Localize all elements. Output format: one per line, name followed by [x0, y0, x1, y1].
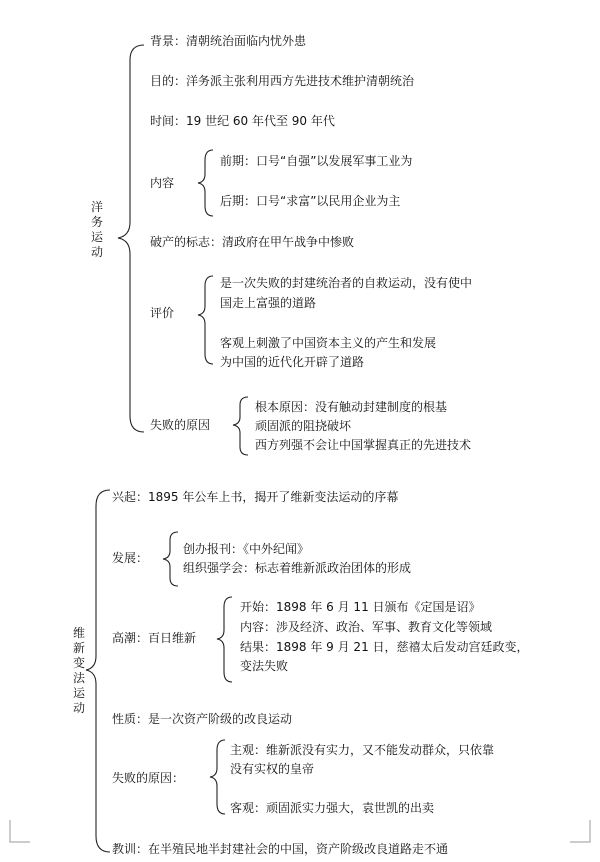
- eval-2a: 客观上刺激了中国资本主义的产生和发展: [220, 336, 437, 350]
- climax-result-b: 变法失败: [240, 659, 289, 673]
- fail1-item-1: 根本原因：没有触动封建制度的根基: [255, 400, 448, 414]
- weixin-rise: 兴起：1895 年公车上书，揭开了维新变法运动的序幕: [112, 490, 399, 504]
- climax-result-a: 结果：1898 年 9 月 21 日，慈禧太后发动宫廷政变，: [240, 640, 529, 654]
- yangwu-background: 背景：清朝统治面临内忧外患: [150, 34, 307, 48]
- weixin-nature: 性质：是一次资产阶级的改良运动: [112, 712, 293, 726]
- eval-label: 评价: [150, 306, 175, 320]
- climax-label: 高潮：百日维新: [112, 631, 197, 645]
- fail2-objective: 客观：顽固派实力强大，袁世凯的出卖: [230, 801, 435, 815]
- fail1-item-3: 西方列强不会让中国掌握真正的先进技术: [255, 438, 472, 452]
- dev-item-2: 组织强学会：标志着维新派政治团体的形成: [183, 561, 412, 575]
- content-late: 后期：口号“求富”以民用企业为主: [220, 194, 401, 208]
- yangwu-time: 时间：19 世纪 60 年代至 90 年代: [150, 114, 335, 128]
- bankruptcy-sign: 破产的标志：清政府在甲午战争中惨败: [150, 235, 355, 249]
- content-early: 前期：口号“自强”以发展军事工业为: [220, 154, 413, 168]
- corner-mark-left: [10, 820, 30, 842]
- fail1-label: 失败的原因: [150, 418, 211, 432]
- brace-eval: [198, 276, 213, 364]
- fail2-subjective-b: 没有实权的皇帝: [230, 762, 315, 776]
- fail1-item-2: 顽固派的阻挠破坏: [255, 419, 352, 433]
- dev-item-1: 创办报刊：《中外纪闻》: [183, 542, 310, 556]
- brace-climax: [217, 597, 232, 682]
- section2-title: 维新变法运动: [72, 626, 85, 715]
- corner-mark-right: [570, 820, 590, 842]
- yangwu-purpose: 目的：洋务派主张利用西方先进技术维护清朝统治: [150, 74, 415, 88]
- brace-fail1: [233, 397, 248, 455]
- brace-yangwu: [118, 45, 144, 432]
- climax-start: 开始：1898 年 6 月 11 日颁布《定国是诏》: [240, 600, 481, 614]
- fail2-label: 失败的原因：: [112, 771, 185, 785]
- section1-title: 洋务运动: [90, 200, 103, 259]
- dev-label: 发展：: [112, 551, 149, 565]
- eval-1a: 是一次失败的封建统治者的自救运动，没有使中: [220, 276, 473, 290]
- content-label: 内容: [150, 176, 175, 190]
- brace-weixin: [86, 490, 110, 852]
- brace-dev: [163, 532, 178, 586]
- eval-2b: 为中国的近代化开辟了道路: [220, 355, 365, 369]
- climax-content: 内容：涉及经济、政治、军事、教育文化等领域: [240, 620, 493, 634]
- weixin-lesson: 教训：在半殖民地半封建社会的中国，资产阶级改良道路走不通: [112, 842, 449, 856]
- eval-1b: 国走上富强的道路: [220, 296, 317, 310]
- brace-fail2: [210, 740, 225, 814]
- fail2-subjective-a: 主观：维新派没有实力，又不能发动群众，只依靠: [230, 743, 495, 757]
- brace-content: [198, 150, 213, 216]
